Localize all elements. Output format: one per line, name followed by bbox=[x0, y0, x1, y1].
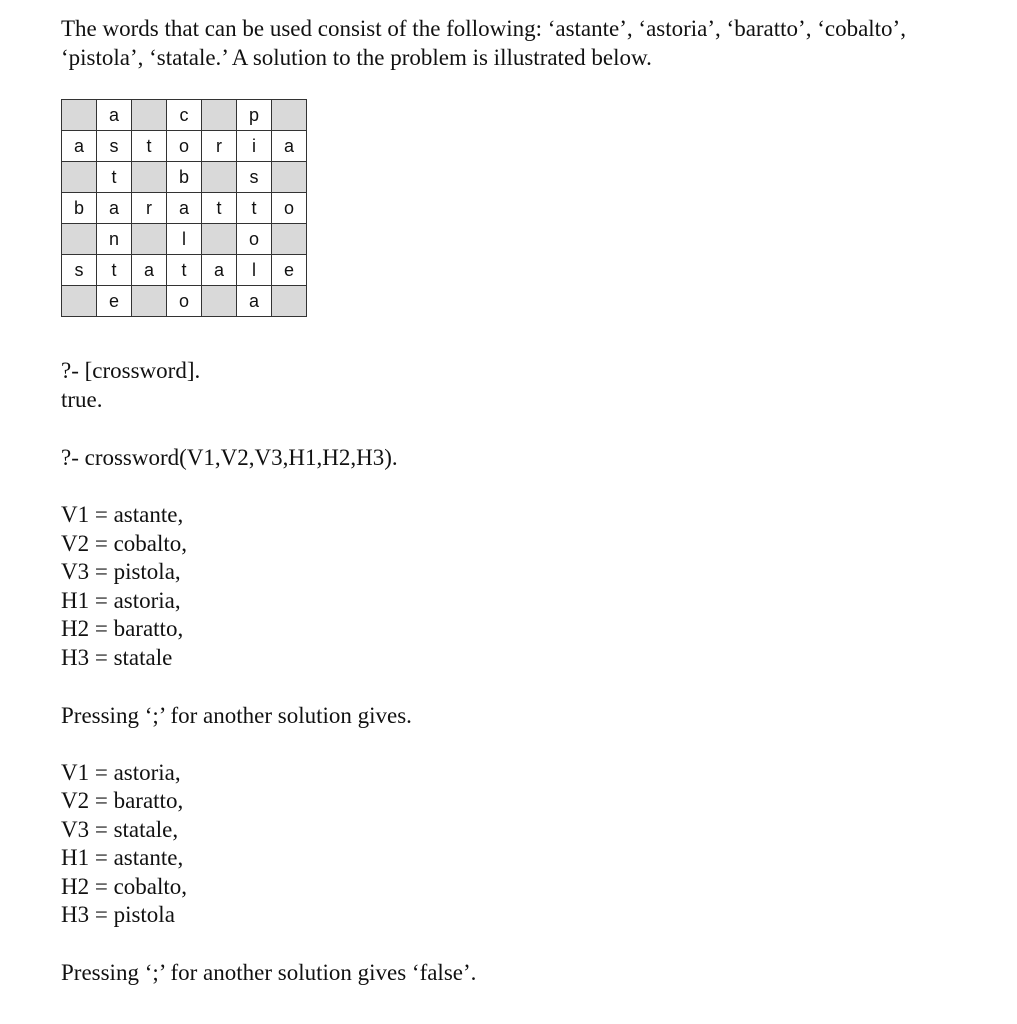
solution1-line: H1 = astoria, bbox=[61, 588, 181, 613]
query-load-prompt: ?- [crossword]. bbox=[61, 358, 201, 383]
intro-paragraph bbox=[61, 14, 1001, 72]
grid-cell-letter: i bbox=[237, 131, 272, 162]
grid-cell-letter: e bbox=[97, 286, 132, 317]
grid-cell-letter: e bbox=[272, 255, 307, 286]
grid-cell-letter: n bbox=[97, 224, 132, 255]
grid-cell-letter: c bbox=[167, 100, 202, 131]
grid-cell-blank bbox=[132, 162, 167, 193]
grid-cell-blank bbox=[272, 286, 307, 317]
grid-cell-letter: t bbox=[97, 255, 132, 286]
grid-cell-blank bbox=[202, 286, 237, 317]
crossword-grid bbox=[61, 99, 307, 317]
grid-cell-letter: t bbox=[167, 255, 202, 286]
grid-cell-letter: s bbox=[97, 131, 132, 162]
grid-cell-letter: o bbox=[167, 131, 202, 162]
grid-cell-blank bbox=[62, 100, 97, 131]
grid-cell-blank bbox=[62, 162, 97, 193]
solution2-line: V3 = statale, bbox=[61, 817, 179, 842]
grid-cell-letter: a bbox=[272, 131, 307, 162]
grid-cell-letter: a bbox=[97, 100, 132, 131]
grid-cell-letter: a bbox=[202, 255, 237, 286]
grid-cell-letter: s bbox=[62, 255, 97, 286]
grid-cell-letter: a bbox=[62, 131, 97, 162]
grid-cell-letter: t bbox=[132, 131, 167, 162]
grid-row bbox=[62, 224, 307, 255]
grid-cell-blank bbox=[132, 224, 167, 255]
intro-line-1: The words that can be used consist of the following: ‘astante’, ‘astoria’, ‘baratto’, ‘cobalto’, bbox=[61, 16, 906, 41]
grid-cell-letter: o bbox=[167, 286, 202, 317]
grid-row bbox=[62, 131, 307, 162]
grid-cell-letter: t bbox=[202, 193, 237, 224]
grid-cell-letter: r bbox=[132, 193, 167, 224]
grid-cell-letter: r bbox=[202, 131, 237, 162]
grid-row bbox=[62, 100, 307, 131]
grid-cell-blank bbox=[202, 162, 237, 193]
grid-cell-letter: o bbox=[237, 224, 272, 255]
solution1-line: V1 = astante, bbox=[61, 502, 184, 527]
solution1-line: V2 = cobalto, bbox=[61, 531, 188, 556]
query-load-result: true. bbox=[61, 387, 103, 412]
solution2-line: V1 = astoria, bbox=[61, 760, 181, 785]
query-crossword-prompt: ?- crossword(V1,V2,V3,H1,H2,H3). bbox=[61, 445, 398, 470]
grid-cell-letter: l bbox=[167, 224, 202, 255]
grid-cell-blank bbox=[132, 286, 167, 317]
solution2-line: H2 = cobalto, bbox=[61, 874, 188, 899]
grid-cell-letter: s bbox=[237, 162, 272, 193]
solution2-line: H3 = pistola bbox=[61, 902, 175, 927]
grid-cell-letter: t bbox=[97, 162, 132, 193]
grid-cell-letter: b bbox=[167, 162, 202, 193]
grid-cell-blank bbox=[62, 286, 97, 317]
grid-cell-letter: a bbox=[132, 255, 167, 286]
solution2-line: H1 = astante, bbox=[61, 845, 184, 870]
grid-cell-letter: t bbox=[237, 193, 272, 224]
grid-cell-blank bbox=[272, 162, 307, 193]
grid-cell-letter: l bbox=[237, 255, 272, 286]
grid-cell-letter: a bbox=[167, 193, 202, 224]
grid-cell-letter: o bbox=[272, 193, 307, 224]
final-text: Pressing ‘;’ for another solution gives ‘false’. bbox=[61, 960, 477, 985]
grid-cell-blank bbox=[202, 224, 237, 255]
grid-row bbox=[62, 286, 307, 317]
another-solution-text: Pressing ‘;’ for another solution gives. bbox=[61, 703, 412, 728]
solution1-line: H2 = baratto, bbox=[61, 616, 184, 641]
grid-cell-blank bbox=[202, 100, 237, 131]
solution1-line: V3 = pistola, bbox=[61, 559, 181, 584]
grid-cell-blank bbox=[272, 224, 307, 255]
grid-row bbox=[62, 162, 307, 193]
grid-cell-letter: a bbox=[237, 286, 272, 317]
grid-cell-letter: a bbox=[97, 193, 132, 224]
grid-cell-blank bbox=[132, 100, 167, 131]
intro-line-2: ‘pistola’, ‘statale.’ A solution to the problem is illustrated below. bbox=[61, 45, 652, 70]
grid-row bbox=[62, 193, 307, 224]
grid-cell-letter: p bbox=[237, 100, 272, 131]
grid-cell-blank bbox=[272, 100, 307, 131]
solution2-line: V2 = baratto, bbox=[61, 788, 184, 813]
grid-row bbox=[62, 255, 307, 286]
grid-cell-blank bbox=[62, 224, 97, 255]
grid-cell-letter: b bbox=[62, 193, 97, 224]
solution1-line: H3 = statale bbox=[61, 645, 173, 670]
